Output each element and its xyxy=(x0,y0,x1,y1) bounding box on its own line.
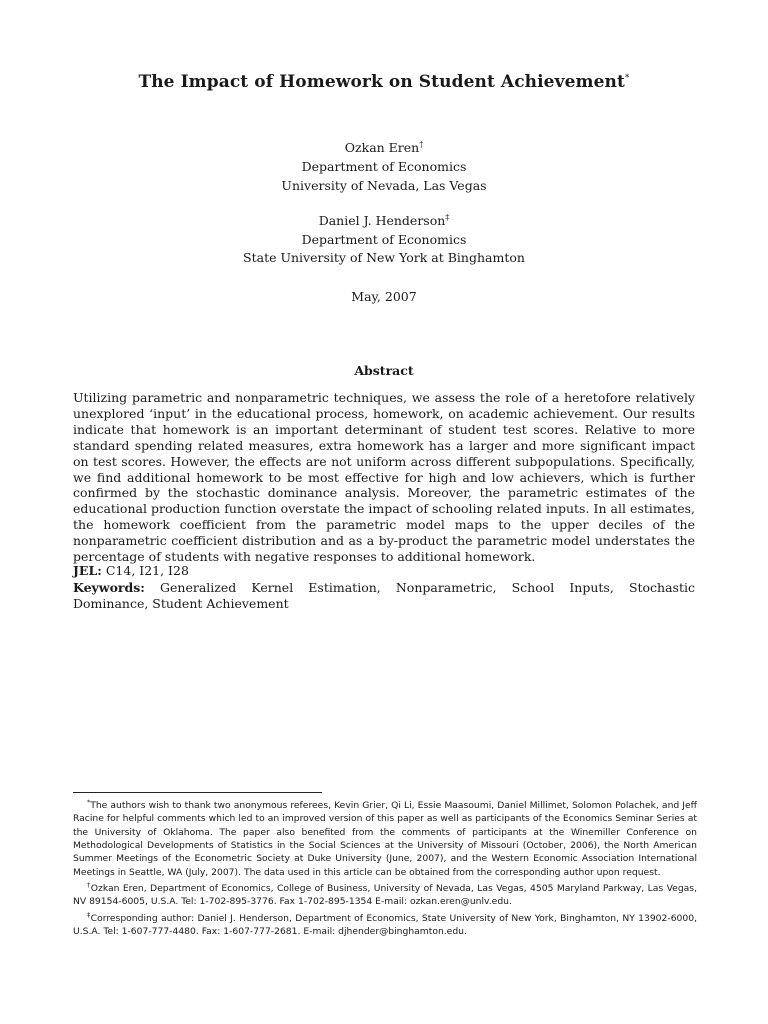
footnote-rule xyxy=(73,792,322,793)
footnote-3-text: Corresponding author: Daniel J. Henderson, Department of Economics, State University of New York, Binghamton, NY 13902-6000, U.S.A. Tel: 1-607-777-4480. Fax: 1-607-777-2681. E-mail: djhender@binghamton.edu. xyxy=(73,912,697,937)
author-1-department: Department of Economics xyxy=(301,159,467,174)
author-2-mark: ‡ xyxy=(445,213,450,222)
paper-title-text: The Impact of Homework on Student Achievement xyxy=(138,72,625,92)
author-2-name xyxy=(0,213,768,228)
jel-value: C14, I21, I28 xyxy=(105,563,189,578)
footnote-author-2 xyxy=(73,909,697,939)
footnote-1-text: The authors wish to thank two anonymous referees, Kevin Grier, Qi Li, Essie Maasoumi, Daniel Millimet, Solomon Polachek, and Jeff Racine for helpful comments which led to an improved version of this paper as well as participants of the Economics Seminar Series at the University of Oklahoma. The paper also benefited from the comments of participants at the Winemiller Conference on Methodological Developments of Statistics in the Social Sciences at the University of Missouri (October, 2006), the North American Summer Meetings of the Econometric Society at Duke University (June, 2007), and the Western Economic Association International Meetings in Seattle, WA (July, 2007). The data used in this article can be obtained from the corresponding author upon request. xyxy=(73,800,697,878)
author-2-department: Department of Economics xyxy=(301,232,467,247)
footnotes xyxy=(73,796,697,938)
footnote-2-text: Ozkan Eren, Department of Economics, College of Business, University of Nevada, Las Vegas, 4505 Maryland Parkway, Las Vegas, NV 89154-6005, U.S.A. Tel: 1-702-895-3776. Fax 1-702-895-1354 E-mail: ozkan.eren@unlv.edu. xyxy=(73,882,698,908)
keywords xyxy=(73,580,695,612)
keywords-value: Generalized Kernel Estimation, Nonparametric, School Inputs, Stochastic Dominance, Student Achievement xyxy=(73,580,695,611)
keywords-label: Keywords: xyxy=(73,580,145,595)
jel-label: JEL: xyxy=(73,563,102,578)
author-2-name-text: Daniel J. Henderson xyxy=(318,213,446,229)
author-1-name-text: Ozkan Eren xyxy=(344,140,420,156)
author-1-institution: University of Nevada, Las Vegas xyxy=(281,178,487,193)
footnote-1-mark: * xyxy=(87,798,91,806)
author-2-institution: State University of New York at Binghamton xyxy=(243,250,525,265)
footnote-acknowledgements xyxy=(73,796,697,879)
jel-codes xyxy=(73,563,695,579)
paper-title xyxy=(0,72,768,92)
paper-date: May, 2007 xyxy=(351,289,417,304)
footnote-3-mark: ‡ xyxy=(87,910,91,919)
author-1-mark: † xyxy=(419,140,424,149)
author-1-name xyxy=(0,140,768,155)
title-footnote-mark: * xyxy=(624,73,630,84)
footnote-author-1 xyxy=(73,879,697,909)
abstract-text: Utilizing parametric and nonparametric techniques, we assess the role of a heretofore relatively unexplored ‘input’ in the educational process, homework, on academic achievement. Our results indicate that homework is an important determinant of student test scores. Relative to more standard spending related measures, extra homework has a larger and more significant impact on test scores. However, the effects are not uniform across different subpopulations. Specifically, we find additional homework to be most effective for high and low achievers, which is further confirmed by the stochastic dominance analysis. Moreover, the parametric estimates of the educational production function overstate the impact of schooling related inputs. In all estimates, the homework coefficient from the parametric model maps to the upper deciles of the nonparametric coefficient distribution and as a by-product the parametric model understates the percentage of students with negative responses to additional homework. xyxy=(73,390,695,565)
abstract-heading: Abstract xyxy=(354,363,414,378)
footnote-2-mark: † xyxy=(87,880,91,889)
